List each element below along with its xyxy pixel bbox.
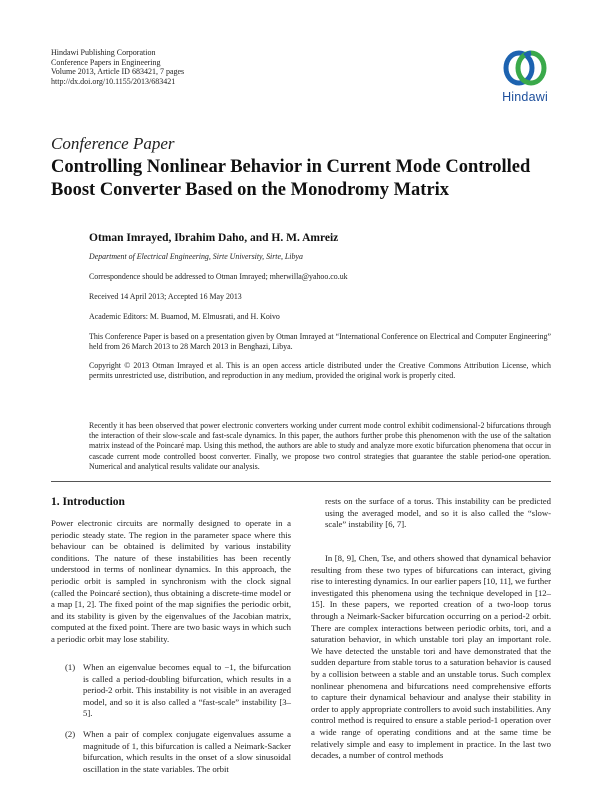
authors: Otman Imrayed, Ibrahim Daho, and H. M. Amreiz	[89, 232, 339, 244]
list-item	[65, 729, 291, 775]
dates: Received 14 April 2013; Accepted 16 May 2013	[89, 292, 242, 301]
journal-name: Conference Papers in Engineering	[51, 57, 161, 67]
list-item-number: (2)	[65, 729, 76, 739]
section-divider	[51, 481, 551, 482]
affiliation: Department of Electrical Engineering, Sirte University, Sirte, Libya	[89, 252, 303, 261]
list-item-text: When a pair of complex conjugate eigenvalues assume a magnitude of 1, this bifurcation is called a Neimark-Sacker bifurcation, which results in the onset of a slow sinusoidal oscillation in the state variables. The orbit	[83, 729, 291, 774]
conference-note: This Conference Paper is based on a presentation given by Otman Imrayed at “International Conference on Electrical and Computer Engineering” held from 26 March 2013 to 28 March 2013 in Benghazi, Libya.	[89, 332, 551, 352]
section-heading: 1. Introduction	[51, 496, 125, 508]
paper-title: Controlling Nonlinear Behavior in Current Mode Controlled Boost Converter Based on the Monodromy Matrix	[51, 157, 531, 200]
list-item-number: (1)	[65, 662, 76, 672]
publisher-name: Hindawi Publishing Corporation	[51, 48, 156, 57]
journal-info	[51, 48, 381, 86]
right-paragraph: In [8, 9], Chen, Tse, and others showed that dynamical behavior resulting from these two types of bifurcations can interact, giving rise to interesting dynamics. In our earlier papers [10, 11], we further investigated this phenomena using the technique developed in [12–15]. In these papers, we reported creation of a two-loop torus through a Neimark-Sacker bifurcation occurring on a period-2 orbit. There are complex interactions between periodic orbits, tori, and a saturation behavior, in which unstable tori play an important role. We have detected the unstable tori and have demonstrated that the sudden departure from stable torus to a saturation behavior is caused by a collision between a stable and an unstable torus. Such complex nonlinear phenomena and bifurcations need comprehensive efforts to capture their dynamical behaviour and analyse their stability in order to apply appropriate controllers to avoid such instabilities. Any control method is required to ensure a stable period-1 operation over a wide range of operating conditions and at the same time be relatively simple and easy to implement in practice. In the last two decades, a number of control methods	[311, 553, 551, 761]
right-paragraph-continuation: rests on the surface of a torus. This instability can be predicted using the averaged model, and so it is also called the “slow-scale” instability [6, 7].	[325, 496, 551, 530]
list-item-text: When an eigenvalue becomes equal to −1, the bifurcation is called a period-doubling bifurcation, which results in a period-2 orbit. This instability is not visible in an averaged model, and so it is also called a “fast-scale” instability [3–5].	[83, 662, 291, 719]
academic-editors: Academic Editors: M. Buamod, M. Elmusrati, and H. Koivo	[89, 312, 280, 321]
logo-text: Hindawi	[502, 90, 548, 104]
volume-line: Volume 2013, Article ID 683421, 7 pages	[51, 67, 185, 77]
doi-link[interactable]: http://dx.doi.org/10.1155/2013/683421	[51, 76, 176, 86]
paper-type: Conference Paper	[51, 134, 175, 153]
list-item	[65, 662, 291, 720]
hindawi-logo-icon	[499, 46, 551, 90]
hindawi-logo	[499, 46, 551, 106]
intro-paragraph: Power electronic circuits are normally designed to operate in a periodic steady state. The region in the parameter space where this behaviour can be obtained is delimited by various instability conditions. The nature of these instabilities has been recently understood in terms of nonlinear dynamics. In this approach, the periodic orbit is sampled in synchronism with the clock signal (called the Poincaré section), thus obtaining a discrete-time model or a map [1, 2]. The fixed point of the map signifies the periodic orbit, and its stability is given by the eigenvalues of the Jacobian matrix, computed at the fixed point. There are two basic ways in which such a periodic orbit may lose stability.	[51, 518, 291, 644]
copyright-notice: Copyright © 2013 Otman Imrayed et al. This is an open access article distributed under the Creative Commons Attribution License, which permits unrestricted use, distribution, and reproduction in any medium, provided the original work is properly cited.	[89, 361, 551, 381]
correspondence: Correspondence should be addressed to Otman Imrayed; mherwilla@yahoo.co.uk	[89, 272, 348, 281]
abstract: Recently it has been observed that power electronic converters working under current mode control exhibit codimensional-2 bifurcations through the interaction of their slow-scale and fast-scale dynamics. In this paper, the authors further probe this phenomenon with the use of the saltation matrix instead of the Poincaré map. Using this method, the authors are able to study and analyze more exotic bifurcation phenomena that occur in cascade current mode controlled boost converter. Finally, we propose two control strategies that guarantee the stable period-one operation. Numerical and analytical results validate our analysis.	[89, 421, 551, 471]
